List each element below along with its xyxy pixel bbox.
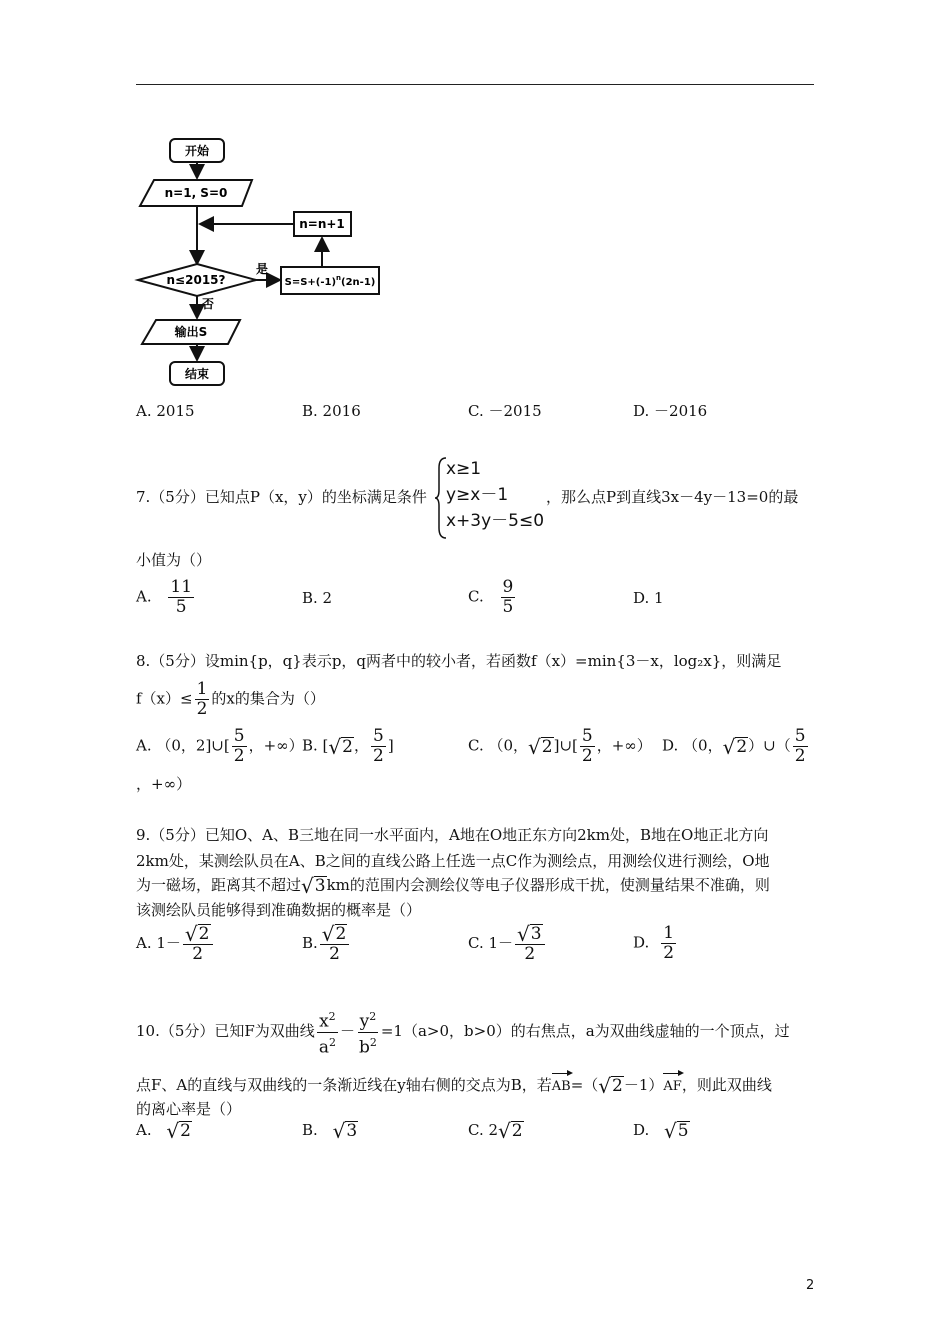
q6-option-a[interactable]: A. 2015 — [136, 402, 195, 420]
flow-yes-text: 是 — [256, 262, 269, 276]
fraction: $\frac{5}{2}$ — [581, 726, 593, 766]
q7-option-d[interactable]: D. 1 — [633, 589, 664, 607]
q7-option-b[interactable]: B. 2 — [302, 589, 333, 607]
fraction: $\frac{x^2}{a^2}$ — [317, 1007, 338, 1057]
q10-option-b[interactable]: B. √ 3 — [302, 1119, 358, 1143]
fraction: $\frac{1}{2}$ — [663, 923, 675, 963]
sqrt: √ 2 — [598, 1074, 623, 1098]
q8-option-b[interactable]: B. [ √ 2 ， $\frac{5}{2}$ ] — [302, 726, 394, 766]
q6-option-d[interactable]: D. －2016 — [633, 402, 708, 420]
vector-ab: AB — [552, 1070, 571, 1097]
sqrt: √ 2 — [528, 734, 553, 759]
fraction: $\frac{11}{5}$ — [170, 577, 193, 617]
q8-option-c[interactable]: C. （0， √ 2 ]∪[ $\frac{5}{2}$ ，+∞） — [468, 726, 652, 766]
q9-option-b[interactable]: B. √ 2 2 — [302, 924, 351, 964]
flow-init-text: n=1, S=0 — [164, 186, 228, 200]
q9-option-a[interactable]: A. 1－ √ 2 2 — [136, 924, 215, 964]
q10-option-c[interactable]: C. 2 √ 2 — [468, 1119, 523, 1143]
flow-output-text: 输出S — [174, 325, 208, 339]
q7-stem-line2: 小值为（） — [136, 551, 212, 569]
q9-stem-line2: 2km处，某测绘队员在A、B之间的直线公路上任选一点C作为测绘点，用测绘仪进行测绘，O地 — [136, 852, 770, 870]
q8-stem-line2: f（x）≤ $\frac{1}{2}$ 的x的集合为（） — [136, 679, 325, 719]
q10-option-a[interactable]: A. √ 2 — [136, 1119, 191, 1143]
sqrt: √ 2 — [166, 1119, 191, 1143]
q7-cond-3: x+3y－5≤0 — [446, 511, 545, 531]
flow-process-text: $S=S+(-1)^n(2n-1)$ — [284, 274, 376, 288]
sqrt: √ 5 — [664, 1119, 689, 1143]
flow-cond-text: n≤2015? — [166, 273, 226, 287]
sqrt: √ 2 — [328, 734, 353, 759]
fraction: $\frac{5}{2}$ — [233, 726, 245, 766]
flow-end-text: 结束 — [184, 367, 210, 381]
q7-stem-prefix: 7.（5分）已知点P（x，y）的坐标满足条件 — [136, 488, 427, 506]
q8-option-d-tail: ，+∞） — [136, 775, 192, 793]
sqrt: √ 3 — [301, 874, 326, 898]
q9-stem-line3: 为一磁场，距离其不超过 √ 3 km的范围内会测绘仪等电子仪器形成干扰，使测量结果不准确，则 — [136, 874, 770, 898]
flow-update-text: n=n+1 — [299, 217, 345, 231]
fraction: √ 2 2 — [320, 924, 350, 964]
q7-conditions — [446, 456, 544, 534]
fraction: $\frac{y^2}{b^2}$ — [357, 1007, 379, 1057]
sqrt: √ 2 — [498, 1119, 523, 1143]
q7-stem-suffix: ，那么点P到直线3x－4y－13=0的最 — [546, 488, 799, 506]
sqrt: √ 3 — [332, 1119, 358, 1143]
fraction: $\frac{5}{2}$ — [373, 726, 384, 766]
q7-cond-2: y≥x－1 — [446, 485, 509, 505]
q9-stem-line1: 9.（5分）已知O、A、B三地在同一水平面内，A地在O地正东方向2km处，B地在O地正北方向 — [136, 826, 769, 844]
q10-stem-line1: 10.（5分）已知F为双曲线 $\frac{x^2}{a^2}$ － $\frac{y^2}{b^2}$ =1（a>0，b>0）的右焦点，a为双曲线虚轴的一个顶点，过 — [136, 1007, 790, 1057]
q7-option-c[interactable]: C. $\frac{9}{5}$ — [468, 577, 514, 617]
q9-option-c[interactable]: C. 1－ √ 3 2 — [468, 924, 547, 964]
q6-option-b[interactable]: B. 2016 — [302, 402, 361, 420]
q10-stem-line2: 点F、A的直线与双曲线的一条渐近线在y轴右侧的交点为B，若AB=（ √ 2 －1）AF，则此双曲线 — [136, 1070, 772, 1097]
q6-option-c[interactable]: C. －2015 — [468, 402, 542, 420]
q10-stem-line3: 的离心率是（） — [136, 1100, 242, 1118]
q8-option-a[interactable]: A. （0，2]∪[ $\frac{5}{2}$ ，+∞） — [136, 726, 304, 766]
flowchart — [134, 136, 394, 388]
vector-af: AF — [663, 1070, 681, 1097]
q10-option-d[interactable]: D. √ 5 — [633, 1119, 689, 1143]
page-number: 2 — [806, 1278, 815, 1293]
q7-option-a[interactable]: A. $\frac{11}{5}$ — [136, 577, 193, 617]
fraction: $\frac{9}{5}$ — [502, 577, 514, 617]
fraction: √ 2 2 — [183, 924, 213, 964]
flow-start-text: 开始 — [184, 144, 210, 158]
flow-no-text: 否 — [202, 297, 215, 311]
header-rule — [136, 84, 814, 85]
q8-stem-line1: 8.（5分）设min{p，q}表示p，q两者中的较小者，若函数f（x）=min{3－x，log₂x}，则满足 — [136, 652, 782, 670]
fraction: $\frac{1}{2}$ — [196, 679, 208, 719]
q9-option-d[interactable]: D. $\frac{1}{2}$ — [633, 923, 675, 963]
sqrt: √ 2 — [722, 734, 748, 759]
fraction: √ 3 2 — [515, 924, 545, 964]
q9-stem-line4: 该测绘队员能够得到准确数据的概率是（） — [136, 901, 422, 919]
q8-option-d[interactable]: D. （0， √ 2 ）∪（ $\frac{5}{2}$ — [662, 726, 806, 766]
q7-cond-1: x≥1 — [446, 459, 482, 479]
fraction: $\frac{5}{2}$ — [794, 726, 806, 766]
